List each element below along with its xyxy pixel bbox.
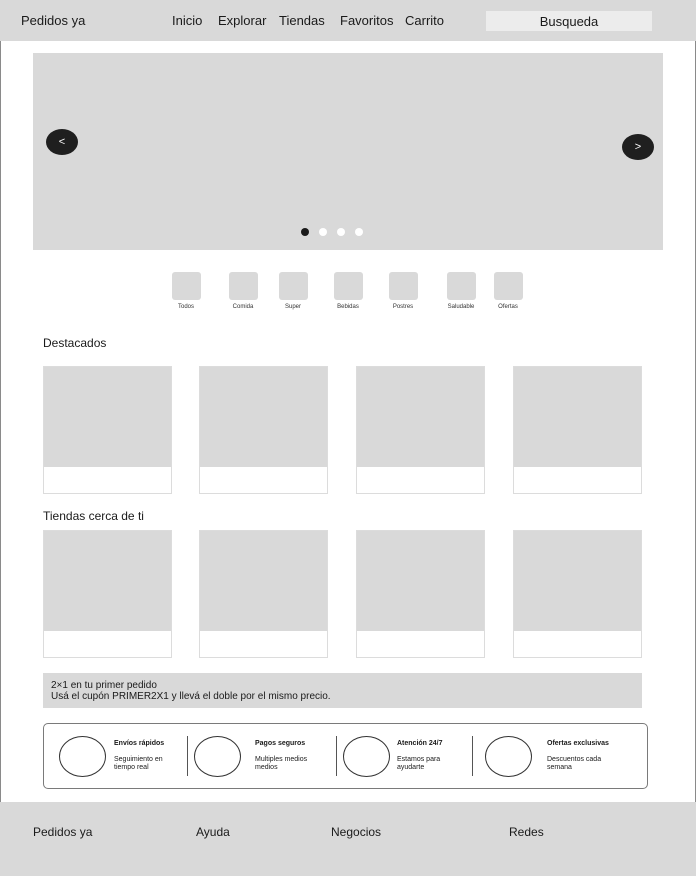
shipping-icon <box>59 736 106 777</box>
benefit-divider <box>472 736 473 776</box>
benefit-description: Estamos para ayudarte <box>397 756 441 771</box>
category-label: Ofertas <box>498 304 518 310</box>
footer-link-redes[interactable]: Redes <box>509 825 544 839</box>
benefit-title: Ofertas exclusivas <box>547 740 609 747</box>
store-card[interactable] <box>43 530 172 658</box>
category-icon <box>389 272 418 300</box>
card-image <box>357 531 484 631</box>
card-image <box>200 531 327 631</box>
featured-card[interactable] <box>199 366 328 494</box>
benefit-description: Multiples medios medios <box>255 756 308 771</box>
page-footer <box>0 802 696 876</box>
footer-link-ayuda[interactable]: Ayuda <box>196 825 230 839</box>
nav-explorar[interactable]: Explorar <box>218 13 267 28</box>
category-bebidas[interactable] <box>323 272 373 310</box>
support-icon <box>343 736 390 777</box>
featured-card[interactable] <box>43 366 172 494</box>
promo-description: Usá el cupón PRIMER2X1 y llevá el doble por el mismo precio. <box>51 691 331 702</box>
nearby-title: Tiendas cerca de ti <box>43 509 144 523</box>
promo-title: 2×1 en tu primer pedido <box>51 680 157 691</box>
nav-carrito[interactable]: Carrito <box>405 13 445 28</box>
carousel-dot[interactable] <box>319 228 327 236</box>
footer-link-negocios[interactable]: Negocios <box>331 825 382 839</box>
category-label: Super <box>284 304 301 310</box>
category-saludable[interactable] <box>436 272 486 310</box>
top-header <box>0 0 696 41</box>
category-super[interactable] <box>268 272 318 310</box>
search-input[interactable] <box>486 11 652 31</box>
carousel-dot[interactable] <box>337 228 345 236</box>
category-icon <box>279 272 308 300</box>
featured-card[interactable] <box>513 366 642 494</box>
category-label: Bebidas <box>337 304 359 310</box>
category-icon <box>334 272 363 300</box>
card-image <box>44 367 171 467</box>
benefit-title: Atención 24/7 <box>397 740 443 747</box>
category-todos[interactable] <box>161 272 211 310</box>
category-icon <box>447 272 476 300</box>
carousel-dots <box>301 228 363 236</box>
category-comida[interactable] <box>218 272 268 310</box>
payment-icon <box>194 736 241 777</box>
carousel-prev-button[interactable] <box>46 129 78 155</box>
benefit-title: Envíos rápidos <box>114 740 165 747</box>
brand-logo[interactable]: Pedidos ya <box>21 13 86 28</box>
benefit-divider <box>336 736 337 776</box>
chevron-left-icon: < <box>58 136 66 148</box>
nav-tiendas[interactable]: Tiendas <box>279 13 325 28</box>
store-card[interactable] <box>199 530 328 658</box>
carousel-dot[interactable] <box>301 228 309 236</box>
nav-favoritos[interactable]: Favoritos <box>340 13 394 28</box>
benefit-description: Seguimiento en tiempo real <box>114 756 163 771</box>
category-postres[interactable] <box>378 272 428 310</box>
card-image <box>357 367 484 467</box>
store-card[interactable] <box>513 530 642 658</box>
card-image <box>514 531 641 631</box>
category-label: Postres <box>392 304 414 310</box>
card-image <box>200 367 327 467</box>
benefit-description: Descuentos cada semana <box>547 756 602 771</box>
offers-icon <box>485 736 532 777</box>
promo-banner[interactable] <box>43 673 642 708</box>
featured-title: Destacados <box>43 336 107 350</box>
card-image <box>514 367 641 467</box>
category-label: Todos <box>177 304 194 310</box>
benefits-panel <box>43 723 648 789</box>
category-ofertas[interactable] <box>483 272 533 310</box>
chevron-right-icon: > <box>634 141 642 153</box>
benefit-divider <box>187 736 188 776</box>
category-label: Comida <box>232 304 254 310</box>
footer-brand[interactable]: Pedidos ya <box>33 825 93 839</box>
category-icon <box>494 272 523 300</box>
category-icon <box>229 272 258 300</box>
card-image <box>44 531 171 631</box>
benefit-title: Pagos seguros <box>255 740 306 747</box>
carousel-next-button[interactable] <box>622 134 654 160</box>
nav-inicio[interactable]: Inicio <box>172 13 203 28</box>
category-icon <box>172 272 201 300</box>
carousel-dot[interactable] <box>355 228 363 236</box>
featured-card[interactable] <box>356 366 485 494</box>
category-label: Saludable <box>447 304 475 310</box>
store-card[interactable] <box>356 530 485 658</box>
hero-carousel <box>33 53 663 250</box>
